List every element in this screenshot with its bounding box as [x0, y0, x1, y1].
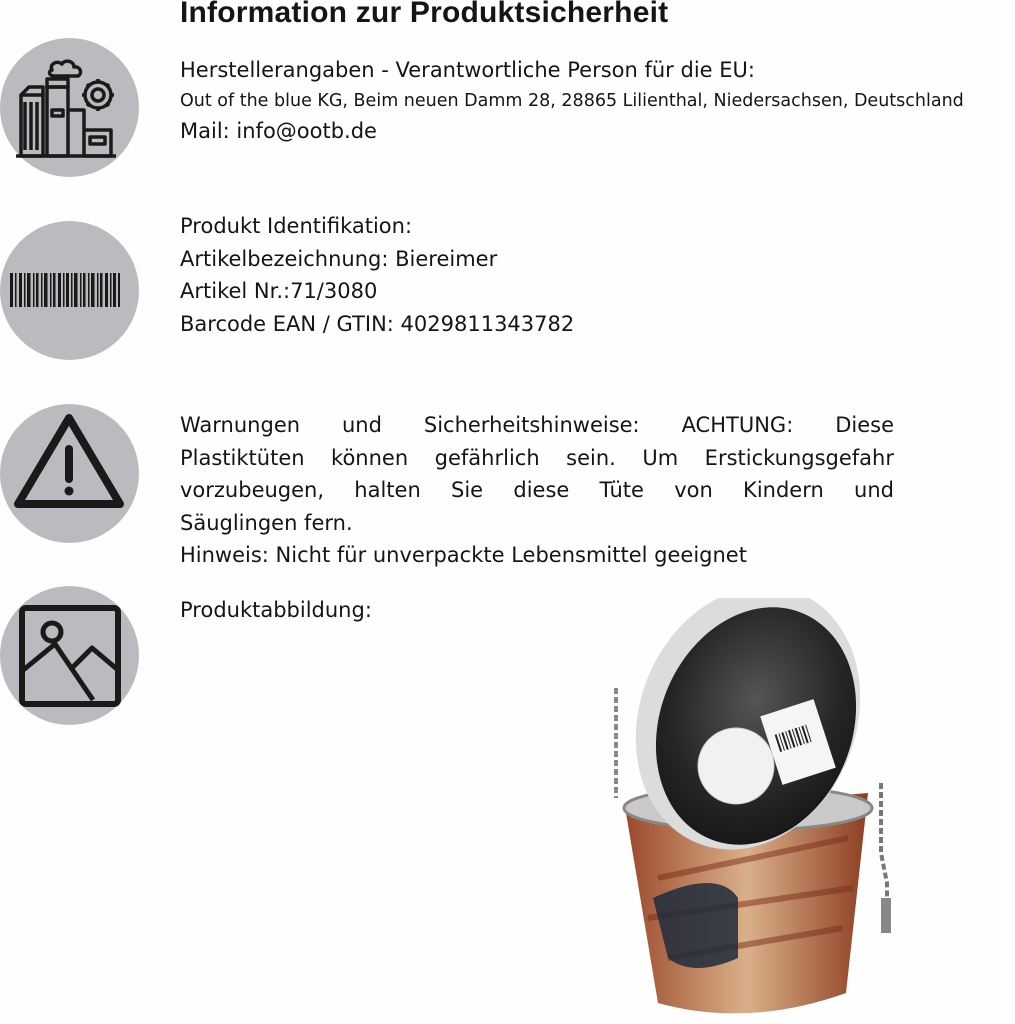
- page-title: Information zur Produktsicherheit: [180, 0, 669, 29]
- warning-line: Säuglingen fern.: [180, 510, 353, 535]
- image-icon: [0, 586, 139, 725]
- product-photo: [598, 598, 903, 1024]
- article-number: Artikel Nr.:71/3080: [180, 279, 378, 303]
- warning-icon-circle: [0, 404, 139, 543]
- warning-line: Plastiktüten können gefährlich sein. Um Erstickungsgefahr: [180, 445, 894, 470]
- manufacturer-address: Out of the blue KG, Beim neuen Damm 28, 28865 Lilienthal, Niedersachsen, Deutschland: [180, 90, 964, 111]
- product-image-heading: Produktabbildung:: [180, 598, 372, 622]
- barcode-ean: Barcode EAN / GTIN: 4029811343782: [180, 311, 575, 336]
- barcode-icon: [0, 221, 139, 360]
- factory-icon: [0, 38, 139, 177]
- product-id-block: [180, 210, 574, 340]
- warnings-block: [180, 409, 894, 572]
- warning-line: vorzubeugen, halten Sie diese Tüte von Kindern und: [180, 478, 894, 502]
- product-id-heading: Produkt Identifikation:: [180, 214, 413, 238]
- usage-hint: Hinweis: Nicht für unverpackte Lebensmittel geeignet: [180, 543, 747, 567]
- manufacturer-mail: Mail: info@ootb.de: [180, 118, 377, 143]
- warning-line: Warnungen und Sicherheitshinweise: ACHTUNG: Diese: [180, 413, 894, 437]
- manufacturer-heading: Herstellerangaben - Verantwortliche Person für die EU:: [180, 58, 755, 82]
- image-icon-circle: [0, 586, 139, 725]
- manufacturer-block: [180, 54, 964, 147]
- manufacturer-icon-circle: [0, 38, 139, 177]
- product-id-icon-circle: [0, 221, 139, 360]
- warning-icon: [0, 404, 139, 543]
- product-name: Artikelbezeichnung: Biereimer: [180, 246, 498, 271]
